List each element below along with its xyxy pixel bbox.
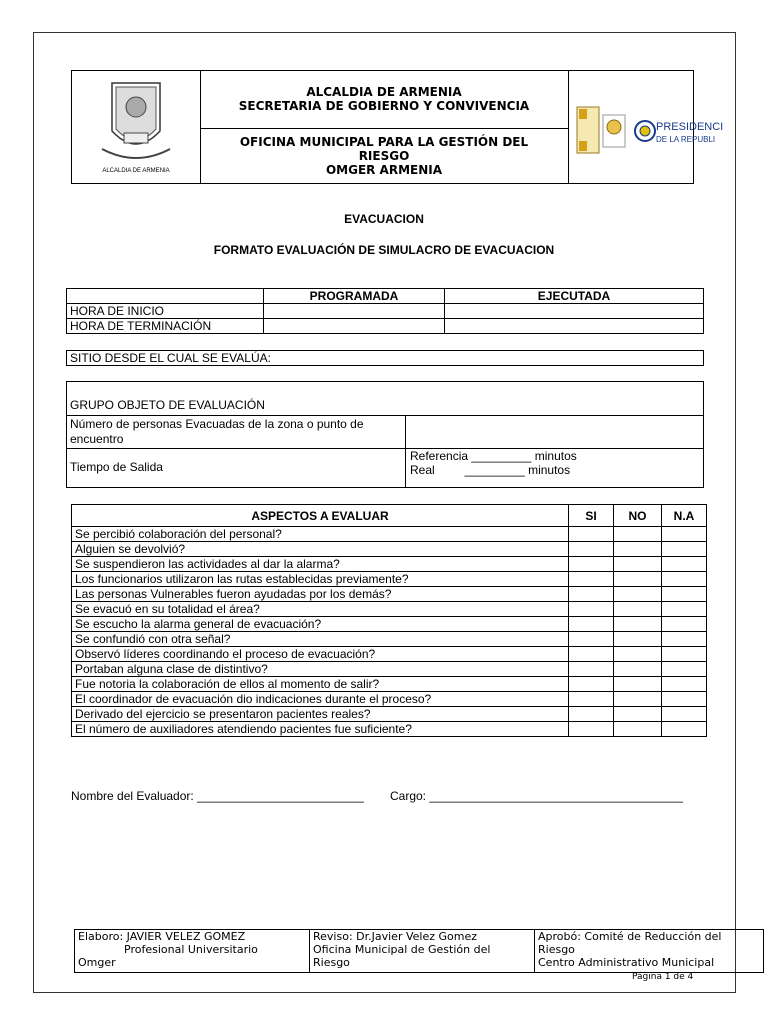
grupo-vertical-divider (405, 415, 406, 488)
aspect-si-cell[interactable] (569, 527, 614, 542)
aspect-no-cell[interactable] (614, 542, 662, 557)
aspect-row (72, 662, 707, 677)
hora-terminacion-ejecutada-field[interactable] (445, 319, 704, 334)
personas-label: Número de personas Evacuadas de la zona o punto de encuentro (70, 417, 364, 446)
aspect-si-cell[interactable] (569, 707, 614, 722)
republica-text: DE LA REPUBLI (656, 135, 716, 144)
aspect-no-cell[interactable] (614, 692, 662, 707)
grupo-divider (67, 415, 703, 416)
aspect-na-cell[interactable] (662, 662, 707, 677)
hora-terminacion-programada-field[interactable] (264, 319, 445, 334)
col-ejecutada: EJECUTADA (445, 289, 704, 304)
real-field[interactable]: Real _________ minutos (410, 463, 571, 477)
aspect-question: Se evacuó en su totalidad el área? (72, 602, 569, 617)
aspect-no-cell[interactable] (614, 632, 662, 647)
aspect-si-cell[interactable] (569, 542, 614, 557)
aspect-na-cell[interactable] (662, 572, 707, 587)
aspect-question: Se percibió colaboración del personal? (72, 527, 569, 542)
aspect-question: Se confundió con otra señal? (72, 632, 569, 647)
right-logos-cell (569, 71, 724, 183)
aspect-row (72, 602, 707, 617)
aspect-row (72, 572, 707, 587)
time-table-corner (67, 289, 264, 304)
aspect-question: Fue notoria la colaboración de ellos al momento de salir? (72, 677, 569, 692)
aspect-si-cell[interactable] (569, 692, 614, 707)
aspect-na-cell[interactable] (662, 632, 707, 647)
aspect-row (72, 557, 707, 572)
aspect-question: El coordinador de evacuación dio indicaciones durante el proceso? (72, 692, 569, 707)
header-titles (200, 71, 568, 129)
aspect-question: Observó líderes coordinando el proceso de evacuación? (72, 647, 569, 662)
left-logo-cell (72, 71, 201, 183)
aspect-question: Los funcionarios utilizaron las rutas establecidas previamente? (72, 572, 569, 587)
presidencia-text: PRESIDENCI (656, 121, 724, 133)
footer-reviso (310, 930, 535, 973)
aspect-row (72, 647, 707, 662)
aspect-question: Derivado del ejercicio se presentaron pacientes reales? (72, 707, 569, 722)
aspect-si-cell[interactable] (569, 572, 614, 587)
header-line1: ALCALDIA DE ARMENIA (306, 85, 462, 99)
aspect-na-cell[interactable] (662, 677, 707, 692)
reviso-line3: Riesgo (313, 956, 350, 969)
aspect-question: Portaban alguna clase de distintivo? (72, 662, 569, 677)
aspect-si-cell[interactable] (569, 617, 614, 632)
cargo-field[interactable]: Cargo: ______________________________________ (390, 789, 683, 803)
aprobo-line1: Aprobó: Comité de Reducción del (538, 930, 722, 943)
aspect-no-cell[interactable] (614, 647, 662, 662)
aspects-body (72, 527, 707, 737)
elaboro-line2: Profesional Universitario (124, 943, 258, 956)
col-no: NO (614, 505, 662, 527)
aspect-question: Alguien se devolvió? (72, 542, 569, 557)
hora-inicio-ejecutada-field[interactable] (445, 304, 704, 319)
col-na: N.A (662, 505, 707, 527)
office-line1: OFICINA MUNICIPAL PARA LA GESTIÓN DEL (239, 135, 529, 149)
elaboro-line1: Elaboro: JAVIER VELEZ GOMEZ (78, 930, 246, 943)
footer-table (74, 929, 764, 973)
left-logo-caption: ALCALDIA DE ARMENIA (102, 168, 170, 174)
aspect-question: Las personas Vulnerables fueron ayudadas por los demás? (72, 587, 569, 602)
office-line3: OMGER ARMENIA (325, 163, 443, 177)
aspect-na-cell[interactable] (662, 587, 707, 602)
header-office (200, 129, 568, 183)
aspect-no-cell[interactable] (614, 572, 662, 587)
aspect-si-cell[interactable] (569, 587, 614, 602)
aspect-si-cell[interactable] (569, 632, 614, 647)
aspect-si-cell[interactable] (569, 722, 614, 737)
partner-logos (569, 71, 724, 183)
aspect-row (72, 617, 707, 632)
aspect-row (72, 542, 707, 557)
aspect-no-cell[interactable] (614, 557, 662, 572)
elaboro-line3: Omger (78, 956, 116, 969)
office-line2: RIESGO (358, 149, 410, 163)
aspect-na-cell[interactable] (662, 527, 707, 542)
footer-elaboro (75, 930, 310, 973)
aspect-na-cell[interactable] (662, 617, 707, 632)
aspect-si-cell[interactable] (569, 557, 614, 572)
aspect-no-cell[interactable] (614, 677, 662, 692)
grupo-divider-3 (67, 448, 405, 449)
grupo-title: GRUPO OBJETO DE EVALUACIÓN (70, 398, 265, 412)
footer-aprobo (535, 930, 764, 973)
aspect-row (72, 587, 707, 602)
aspect-no-cell[interactable] (614, 707, 662, 722)
aspects-table (71, 504, 707, 737)
aspect-no-cell[interactable] (614, 722, 662, 737)
referencia-field[interactable]: Referencia _________ minutos (410, 449, 577, 463)
coat-of-arms-logo (72, 71, 200, 183)
aspect-na-cell[interactable] (662, 722, 707, 737)
aspects-header: ASPECTOS A EVALUAR (72, 505, 569, 527)
aspect-row (72, 707, 707, 722)
aspect-si-cell[interactable] (569, 647, 614, 662)
aspect-question: El número de auxiliadores atendiendo pacientes fue suficiente? (72, 722, 569, 737)
sitio-field[interactable]: SITIO DESDE EL CUAL SE EVALÚA: (66, 350, 704, 366)
document-header (71, 70, 724, 184)
aspect-si-cell[interactable] (569, 602, 614, 617)
aspect-row (72, 722, 707, 737)
aspect-na-cell[interactable] (662, 692, 707, 707)
aspect-row (72, 692, 707, 707)
hora-inicio-programada-field[interactable] (264, 304, 445, 319)
aspect-na-cell[interactable] (662, 707, 707, 722)
aspect-no-cell[interactable] (614, 602, 662, 617)
row-hora-terminacion-label: HORA DE TERMINACIÓN (67, 319, 264, 334)
grupo-block (66, 381, 704, 488)
header-center (200, 71, 569, 183)
aprobo-line2: Riesgo (538, 943, 575, 956)
aspect-si-cell[interactable] (569, 677, 614, 692)
aspect-no-cell[interactable] (614, 527, 662, 542)
aspect-no-cell[interactable] (614, 587, 662, 602)
aspect-si-cell[interactable] (569, 662, 614, 677)
document-title: EVACUACION (344, 212, 424, 226)
aspect-row (72, 677, 707, 692)
evaluador-field[interactable]: Nombre del Evaluador: _________________________ (71, 789, 364, 803)
page-number: Página 1 de 4 (632, 972, 694, 982)
aspect-question: Se suspendieron las actividades al dar la alarma? (72, 557, 569, 572)
col-si: SI (569, 505, 614, 527)
header-line2: SECRETARIA DE GOBIERNO Y CONVIVENCIA (238, 99, 530, 113)
aspect-row (72, 632, 707, 647)
aspect-no-cell[interactable] (614, 662, 662, 677)
document-subtitle: FORMATO EVALUACIÓN DE SIMULACRO DE EVACUACION (213, 243, 555, 257)
time-table (66, 288, 704, 334)
aspect-row (72, 527, 707, 542)
reviso-line1: Reviso: Dr.Javier Velez Gomez (313, 930, 478, 943)
aspect-na-cell[interactable] (662, 557, 707, 572)
tiempo-label: Tiempo de Salida (70, 460, 163, 474)
aspect-na-cell[interactable] (662, 542, 707, 557)
col-programada: PROGRAMADA (264, 289, 445, 304)
aspect-na-cell[interactable] (662, 647, 707, 662)
row-hora-inicio-label: HORA DE INICIO (67, 304, 264, 319)
aspect-question: Se escucho la alarma general de evacuación? (72, 617, 569, 632)
aprobo-line3: Centro Administrativo Municipal (538, 956, 715, 969)
aspect-na-cell[interactable] (662, 602, 707, 617)
aspect-no-cell[interactable] (614, 617, 662, 632)
reviso-line2: Oficina Municipal de Gestión del (313, 943, 491, 956)
